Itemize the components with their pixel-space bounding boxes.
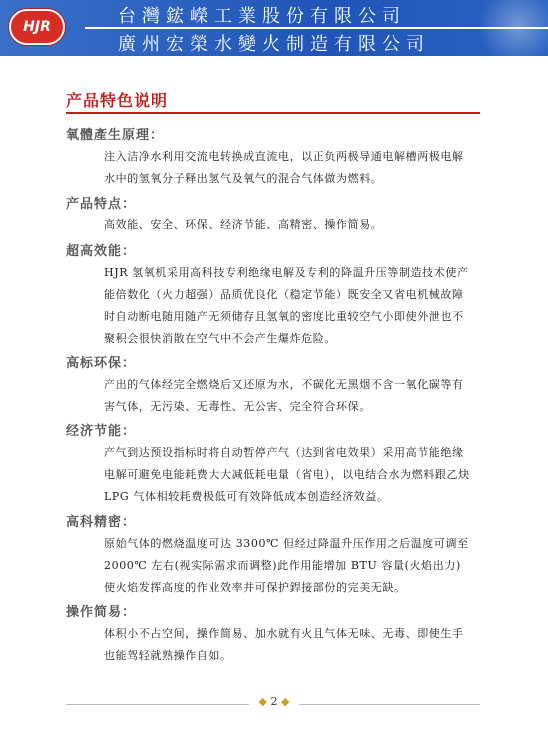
company-logo [9,9,65,45]
company-name-taiwan: 台灣鋐嶸工業股份有限公司 [118,6,406,27]
section-heading-efficiency: 超高效能： [66,244,137,259]
page-number-decoration-right: ◆ [281,695,290,708]
section-heading-economy: 经济节能： [66,424,137,439]
logo-text: HJR [23,19,51,35]
section-body-precision: 原始气体的燃烧温度可达 3300℃ 但经过降温升压作用之后温度可调至 2000℃ 左右(视实际需求而调整)此作用能增加 BTU 容量(火焰出力)使火焰发挥高度的作业效率并可保护銲接部份的完美无缺。 [104,537,469,594]
section-heading-operation: 操作简易： [66,605,137,620]
section-body-features: 高效能、安全、环保、经济节能、高精密、操作简易。 [104,218,383,231]
page-number-wrap [249,695,300,708]
page-number-container [0,695,548,708]
section-body-environment: 产出的气体经完全燃烧后又还原为水，不碳化无黑烟不含一氧化碳等有害气体，无污染、无毒性、无公害、完全符合环保。 [104,378,464,413]
section-heading-environment: 高标环保： [66,356,137,371]
section-body-economy: 产气到达预设指标时将自动暂停产气（达到省电效果）采用高节能绝缘电解可避免电能耗费大大减低耗电量（省电），以电结合水为燃料跟乙炔 LPG 气体相较耗费极低可有效降低成本创造经济效益。 [104,446,470,503]
section-body-principle: 注入洁净水利用交流电转换成直流电，以正负两极导通电解槽两极电解水中的氢氧分子释出氢气及氧气的混合气体做为燃料。 [104,150,464,185]
page-number-decoration: ◆ [258,695,267,708]
page-title: 产品特色说明 [66,91,169,110]
page-number: 2 [270,695,278,708]
section-body-efficiency: HJR 氢氧机采用高科技专利绝缘电解及专利的降温升压等制造技术使产能倍数化（火力超强）品质优良化（稳定节能）既安全又省电机械故障时自动断电随用随产无须储存且氢氧的密度比重较空气小即使外泄也不聚积会很快消散在空气中不会产生爆炸危险。 [104,266,469,345]
company-name-guangzhou: 廣州宏榮水變火制造有限公司 [118,34,430,55]
title-underline [66,112,480,114]
page-header [0,0,548,56]
section-heading-precision: 高科精密： [66,515,137,530]
section-heading-principle: 氧體產生原理： [66,128,165,143]
section-body-operation: 体积小不占空间，操作简易、加水就有火且气体无味、无毒、即使生手也能驾轻就熟操作自如。 [104,627,464,662]
section-heading-features: 产品特点： [66,197,137,212]
